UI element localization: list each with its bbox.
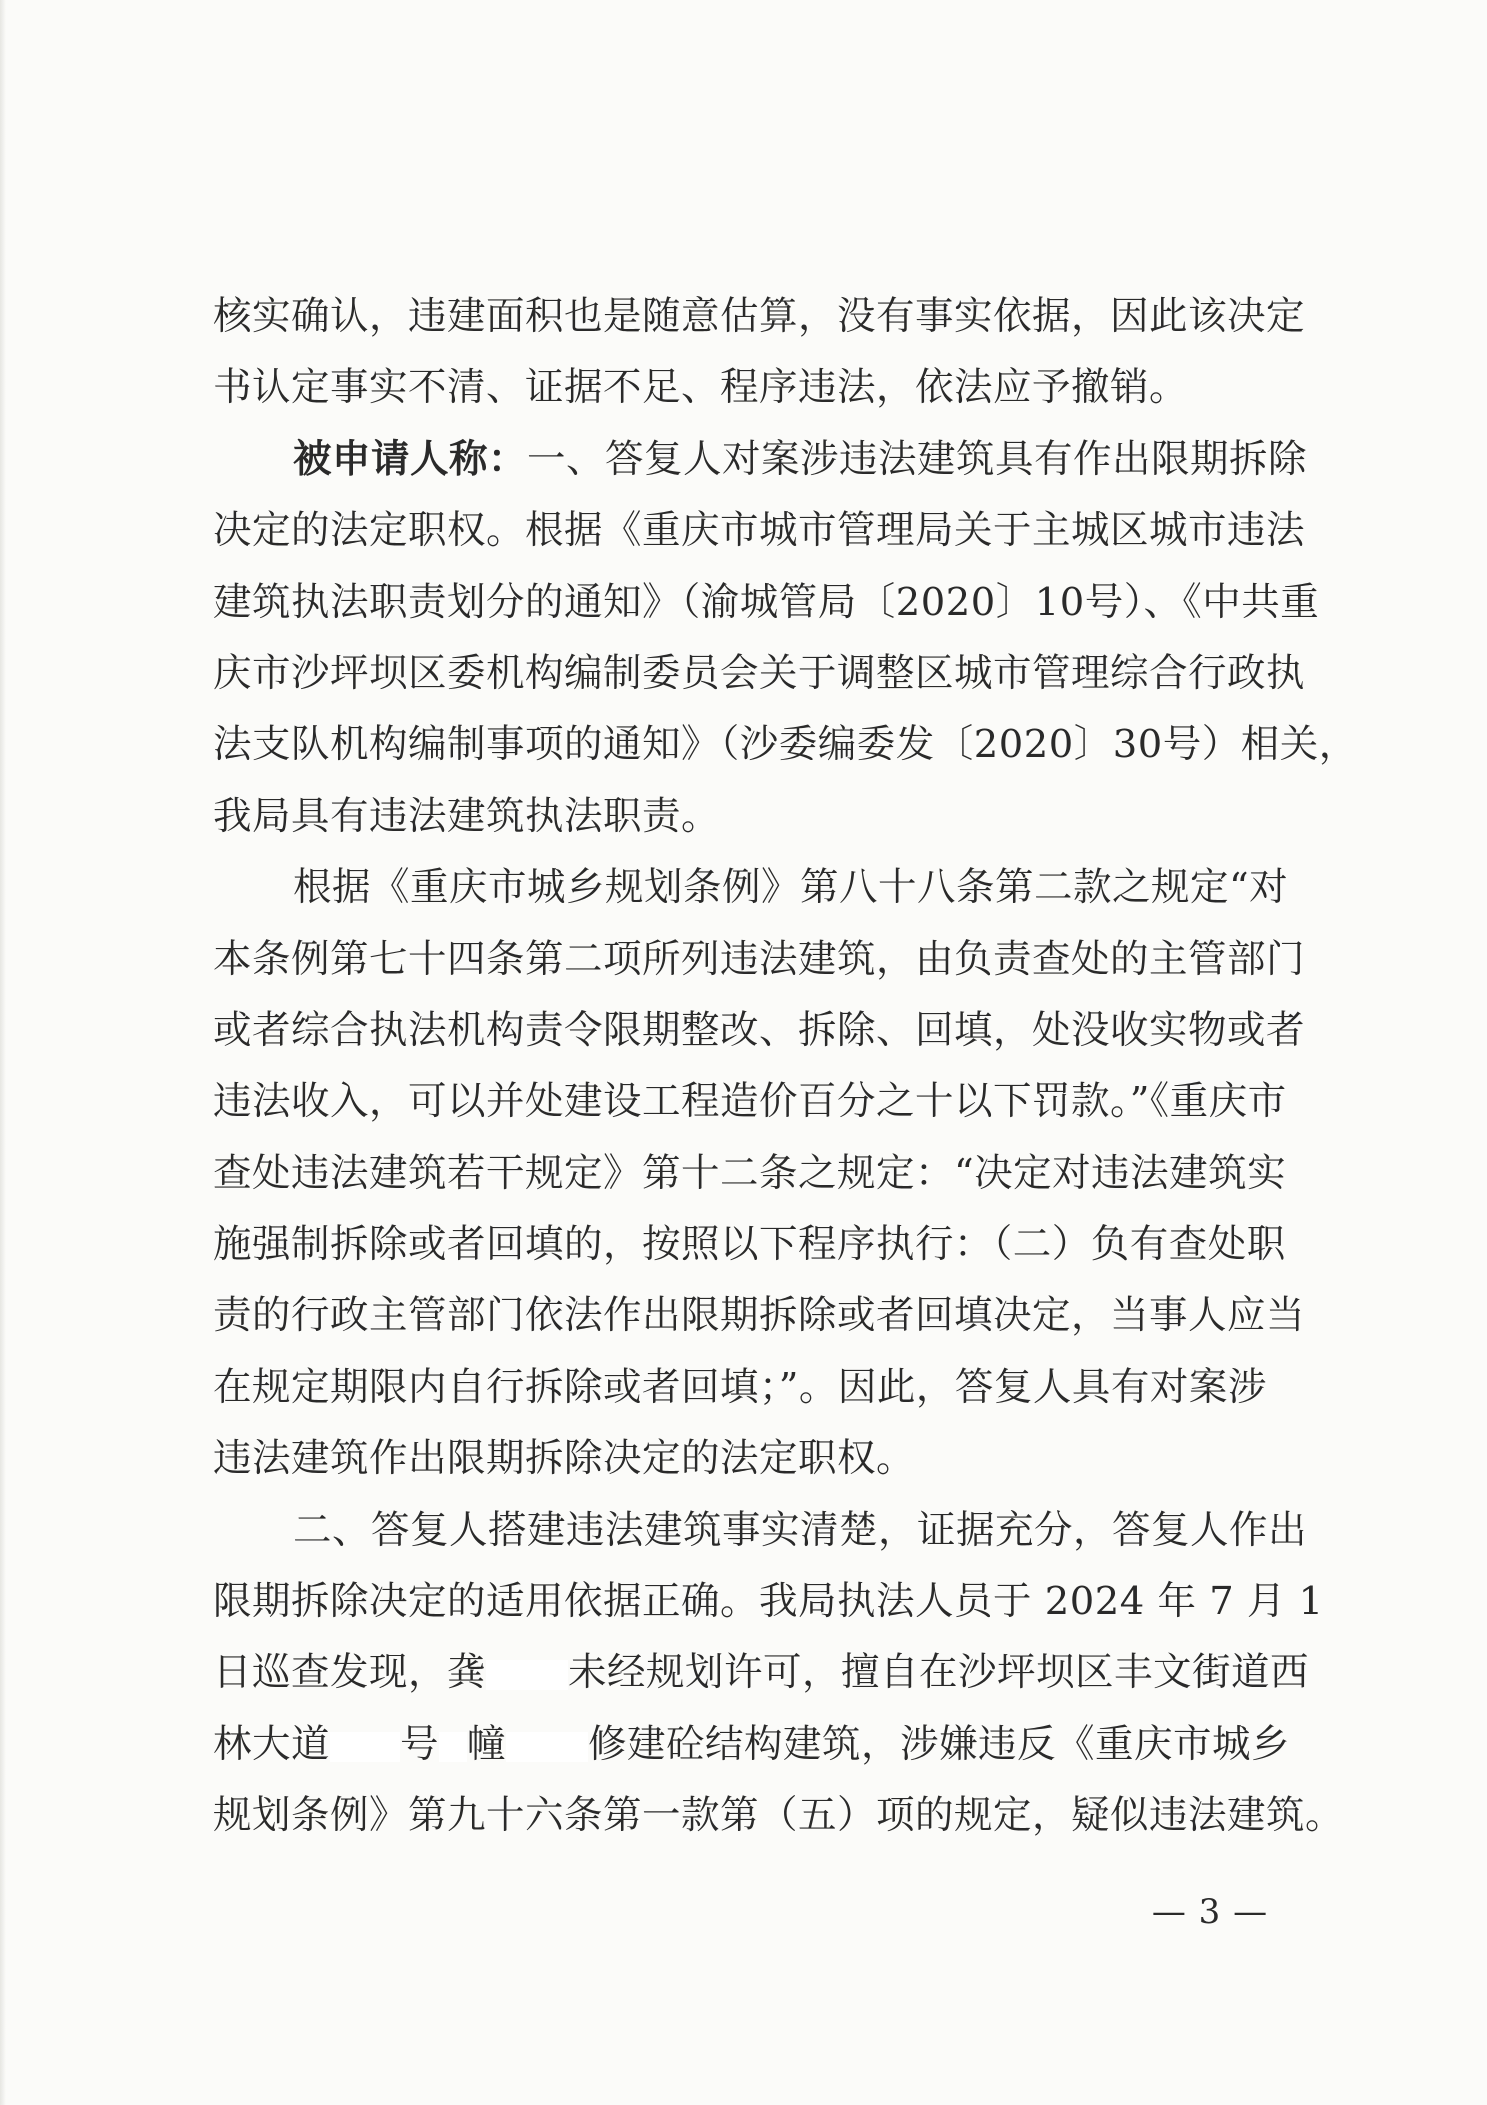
respondent-heading: 被申请人称：: [293, 436, 528, 482]
text-line: 施强制拆除或者回填的，按照以下程序执行：（二）负有查处职: [213, 1222, 1286, 1268]
text-line: 或者综合执法机构责令限期整改、拆除、回填，处没收实物或者: [213, 1007, 1306, 1053]
text-segment: 日巡查发现，龚: [213, 1650, 487, 1696]
text-line: 违法建筑作出限期拆除决定的法定职权。: [213, 1436, 916, 1482]
body-text: [213, 281, 1358, 1852]
text-line: 根据《重庆市城乡规划条例》第八十八条第二款之规定“对: [293, 865, 1289, 911]
text-line: [213, 1637, 1333, 1708]
text-line: 查处违法建筑若干规定》第十二条之规定：“决定对违法建筑实: [213, 1150, 1287, 1196]
text-line: 限期拆除决定的适用依据正确。我局执法人员于 2024 年 7 月 1: [213, 1579, 1324, 1625]
text-line: 二、答复人搭建违法建筑事实清楚，证据充分，答复人作出: [293, 1507, 1308, 1553]
redaction-block: [439, 1732, 467, 1762]
text-line: 书认定事实不清、证据不足、程序违法，依法应予撤销。: [213, 365, 1189, 411]
text-line: 法支队机构编制事项的通知》（沙委编委发〔2020〕30号）相关，: [213, 722, 1358, 768]
text-segment: 一、答复人对案涉违法建筑具有作出限期拆除: [527, 436, 1308, 482]
redaction-block: [506, 1732, 588, 1762]
scan-edge: [0, 0, 6, 2105]
text-line: 在规定期限内自行拆除或者回填；”。因此，答复人具有对案涉: [213, 1364, 1267, 1410]
text-line: 建筑执法职责划分的通知》（渝城管局〔2020〕10号）、《中共重: [213, 579, 1320, 625]
text-segment: 修建砼结构建筑，涉嫌违反《重庆市城乡: [588, 1721, 1291, 1767]
text-line: 违法收入，可以并处建设工程造价百分之十以下罚款。”《重庆市: [213, 1079, 1287, 1125]
text-line: 庆市沙坪坝区委机构编制委员会关于调整区城市管理综合行政执: [213, 650, 1306, 696]
text-segment: 林大道: [213, 1721, 331, 1767]
text-line: 核实确认，违建面积也是随意估算，没有事实依据，因此该决定: [213, 294, 1306, 339]
text-line: [213, 424, 1333, 495]
text-segment: 号: [400, 1721, 440, 1767]
text-line: 本条例第七十四条第二项所列违法建筑，由负责查处的主管部门: [213, 936, 1306, 982]
redaction-block: [486, 1660, 568, 1690]
text-segment: 幢: [467, 1721, 507, 1767]
text-line: 决定的法定职权。根据《重庆市城市管理局关于主城区城市违法: [213, 508, 1306, 554]
text-line: 我局具有违法建筑执法职责。: [213, 793, 721, 839]
text-line: 规划条例》第九十六条第一款第（五）项的规定，疑似违法建筑。: [213, 1793, 1345, 1839]
text-line: [213, 1709, 1333, 1780]
redaction-block: [330, 1732, 400, 1762]
page-number: — 3 —: [1151, 1892, 1269, 1932]
text-line: 责的行政主管部门依法作出限期拆除或者回填决定，当事人应当: [213, 1293, 1306, 1339]
text-segment: 未经规划许可，擅自在沙坪坝区丰文街道西: [568, 1650, 1310, 1696]
